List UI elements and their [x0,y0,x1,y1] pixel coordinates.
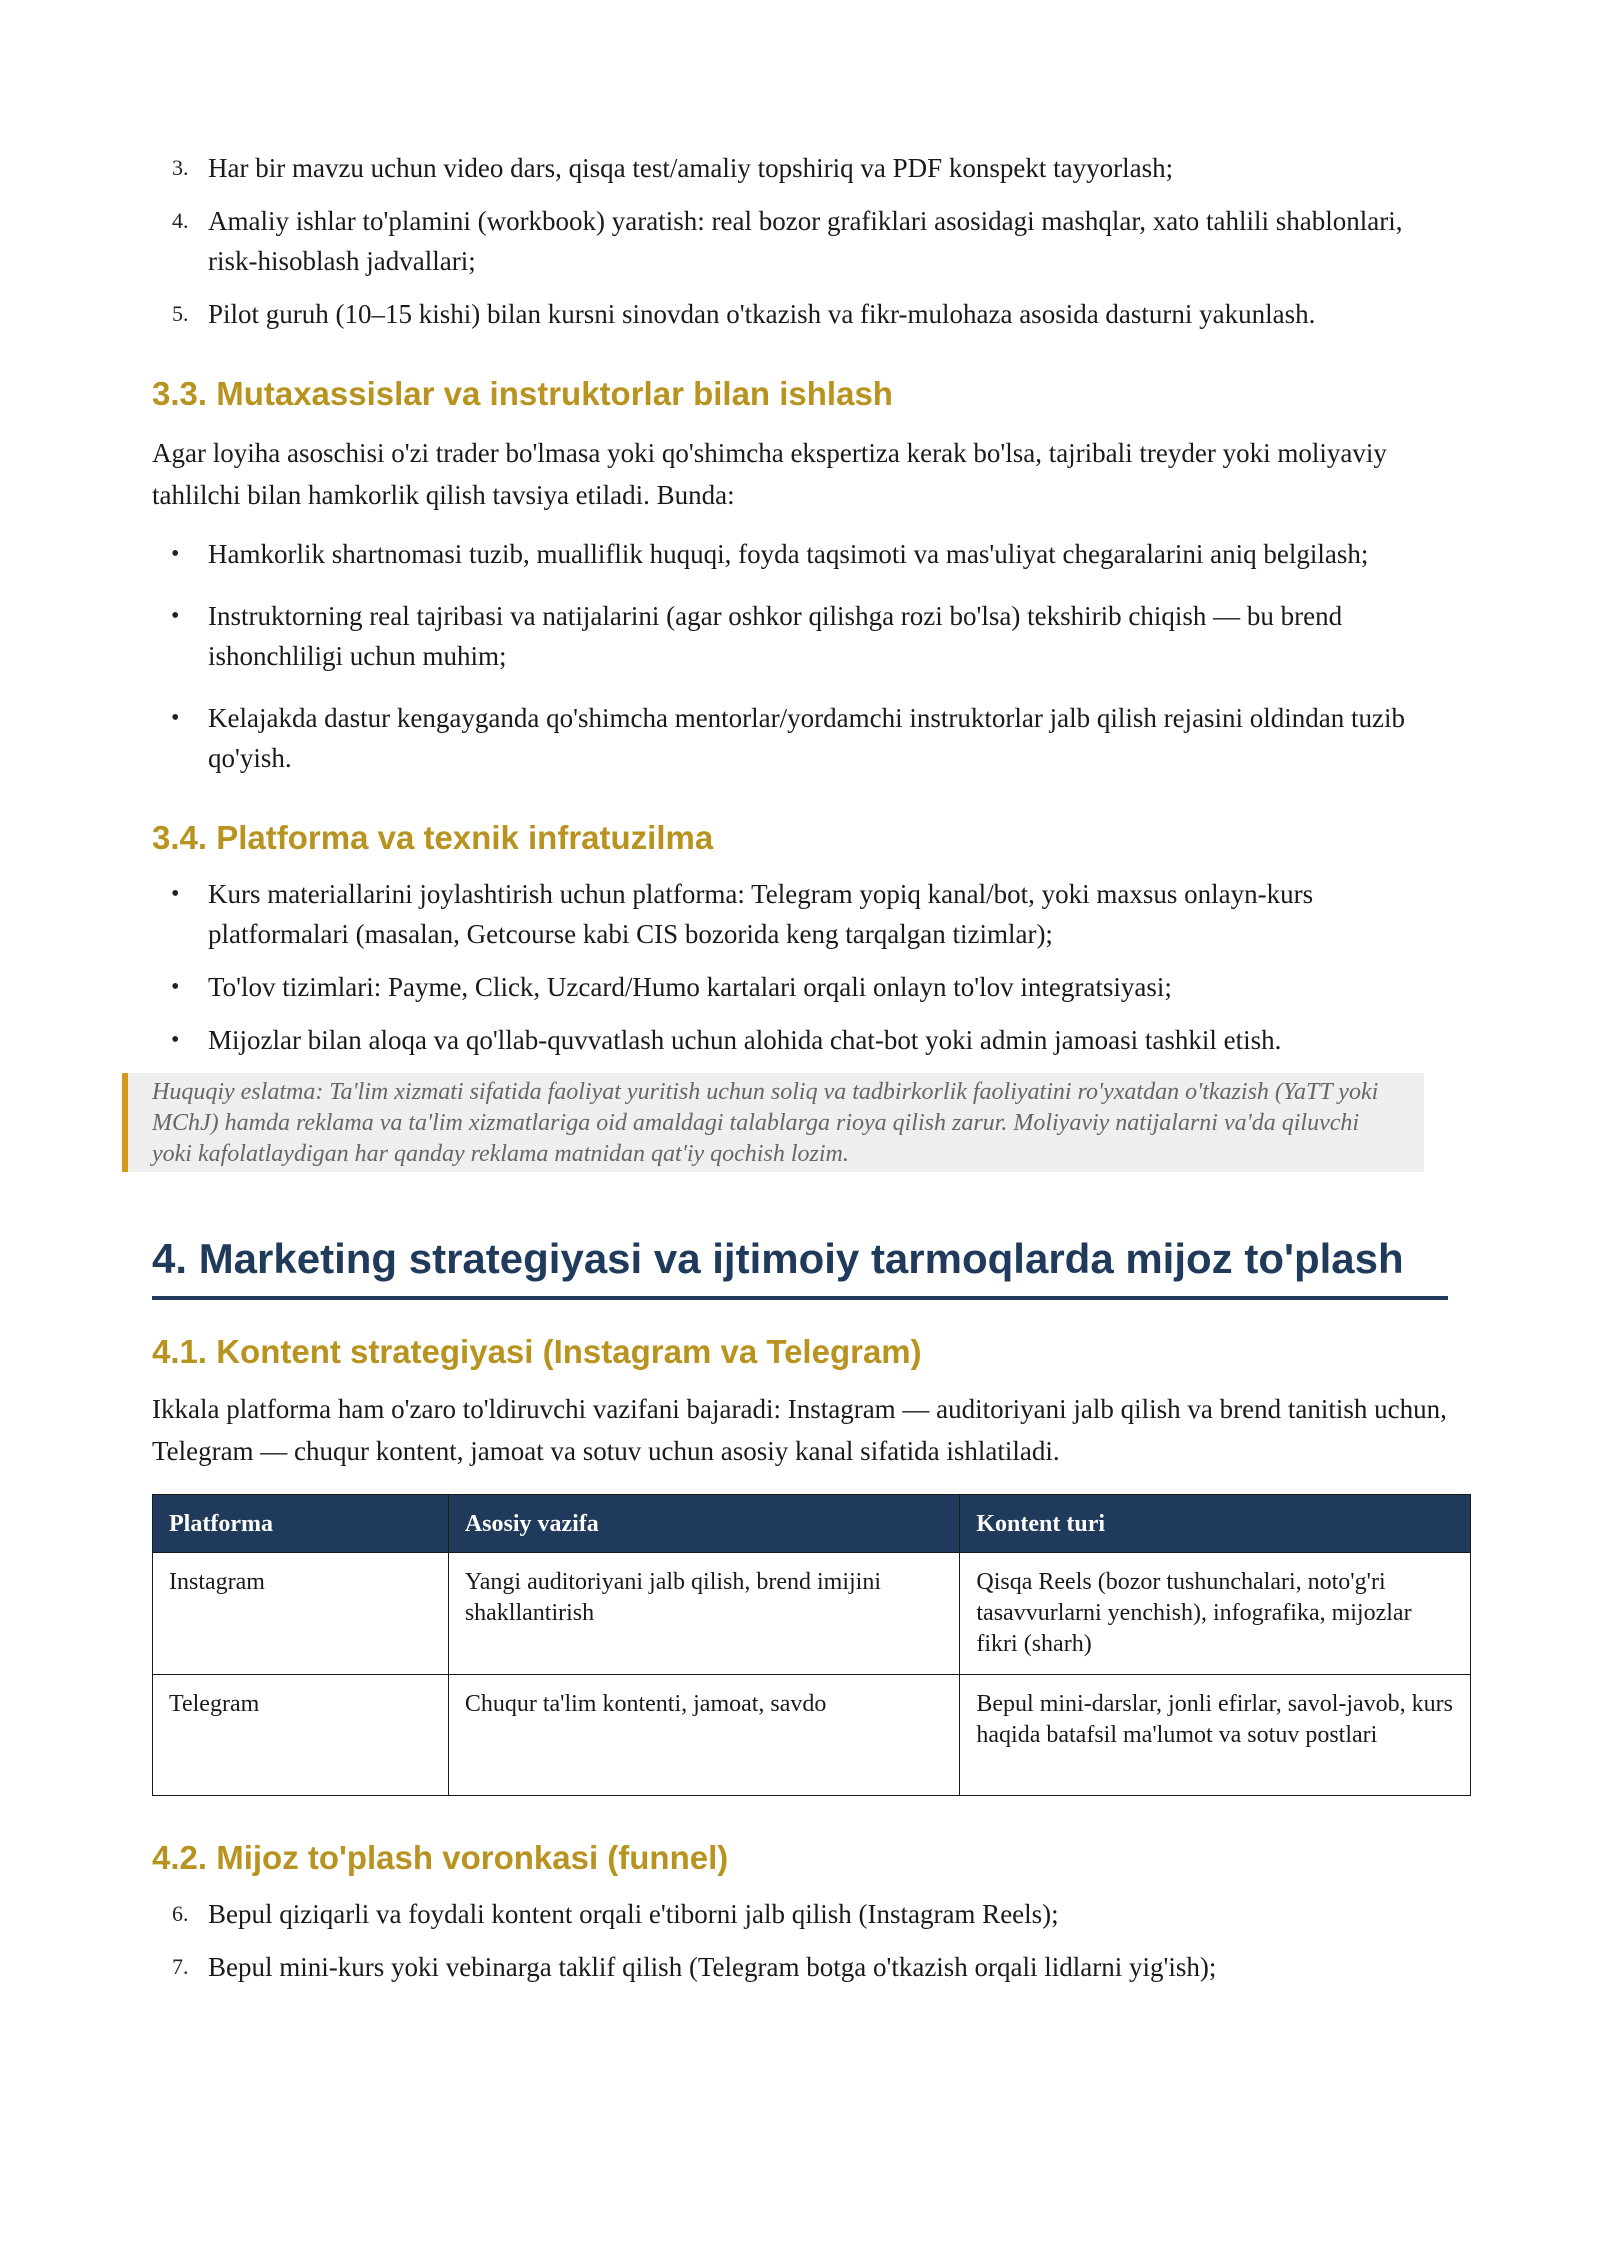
section-heading-3-4: 3.4. Platforma va texnik infratuzilma [152,819,714,856]
list-number: 4. [172,208,189,233]
table-cell: Yangi auditoriyani jalb qilish, brend imijini shakllantirish [448,1553,960,1675]
numbered-list-funnel [152,1894,1448,1987]
list-item-text: Bepul mini-kurs yoki vebinarga taklif qilish (Telegram botga o'tkazish orqali lidlarni yig'ish); [208,1952,1217,1982]
list-item [152,534,1448,574]
bullet-marker: • [171,705,180,731]
list-item [152,874,1448,954]
numbered-list-top [152,148,1448,334]
list-item-text: Amaliy ishlar to'plamini (workbook) yaratish: real bozor grafiklari asosidagi mashqlar, xato tahlili shablonlari, risk-hisoblash jadvallari; [208,206,1403,276]
list-item [152,1947,1448,1987]
list-number: 3. [172,155,189,180]
list-item-text: Har bir mavzu uchun video dars, qisqa test/amaliy topshiriq va PDF konspekt tayyorlash; [208,153,1174,183]
list-number: 6. [172,1901,189,1926]
bullet-list-3-3 [152,534,1448,778]
list-item [152,967,1448,1007]
list-number: 7. [172,1954,189,1979]
section-heading-3-3: 3.3. Mutaxassislar va instruktorlar bilan ishlash [152,375,893,412]
bullet-marker: • [171,881,180,907]
list-item-text: Instruktorning real tajribasi va natijalarini (agar oshkor qilishga rozi bo'lsa) tekshirib chiqish — bu brend ishonchliligi uchun muhim; [208,601,1343,671]
bullet-marker: • [171,603,180,629]
legal-note-callout: Huquqiy eslatma: Ta'lim xizmati sifatida faoliyat yuritish uchun soliq va tadbirkorlik faoliyatini ro'yxatdan o'tkazish (YaTT yoki MChJ) hamda reklama va ta'lim xizmatlariga oid amaldagi talablarga rioya qilish zarur. Moliyaviy natijalarni va'da qiluvchi yoki kafolatlaydigan har qanday reklama matnidan qat'iy qochish lozim. [122,1073,1424,1172]
list-item-text: Pilot guruh (10–15 kishi) bilan kursni sinovdan o'tkazish va fikr-mulohaza asosida dasturni yakunlash. [208,299,1316,329]
list-item-text: Mijozlar bilan aloqa va qo'llab-quvvatlash uchun alohida chat-bot yoki admin jamoasi tashkil etish. [208,1025,1282,1055]
section-heading-4-2: 4.2. Mijoz to'plash voronkasi (funnel) [152,1839,729,1876]
list-number: 5. [172,301,189,326]
bullet-marker: • [171,974,180,1000]
list-item-text: Hamkorlik shartnomasi tuzib, mualliflik huquqi, foyda taqsimoti va mas'uliyat chegaralarini aniq belgilash; [208,539,1369,569]
table-cell: Instagram [153,1553,449,1675]
list-item [152,1020,1448,1060]
section-3-3-intro: Agar loyiha asoschisi o'zi trader bo'lmasa yoki qo'shimcha ekspertiza kerak bo'lsa, tajribali treyder yoki moliyaviy tahlilchi bilan hamkorlik qilish tavsiya etiladi. Bunda: [152,438,1387,510]
list-item [152,148,1448,188]
list-item [152,1894,1448,1934]
list-item-text: Bepul qiziqarli va foydali kontent orqali e'tiborni jalb qilish (Instagram Reels); [208,1899,1059,1929]
list-item-text: Kelajakda dastur kengayganda qo'shimcha mentorlar/yordamchi instruktorlar jalb qilish rejasini oldindan tuzib qo'yish. [208,703,1406,773]
list-item [152,201,1448,281]
table-row [153,1675,1471,1796]
table-cell: Chuqur ta'lim kontenti, jamoat, savdo [448,1675,960,1796]
bullet-marker: • [171,1027,180,1053]
table-cell: Qisqa Reels (bozor tushunchalari, noto'g'ri tasavvurlarni yenchish), infografika, mijozlar fikri (sharh) [960,1553,1471,1675]
content-strategy-table [152,1494,1471,1796]
list-item [152,698,1448,778]
table-header-main-task: Asosiy vazifa [448,1495,960,1553]
page-content [152,148,1454,2000]
list-item [152,596,1448,676]
table-row [153,1553,1471,1675]
section-heading-4: 4. Marketing strategiyasi va ijtimoiy tarmoqlarda mijoz to'plash [152,1230,1448,1300]
table-header-content-type: Kontent turi [960,1495,1471,1553]
section-heading-4-1: 4.1. Kontent strategiyasi (Instagram va Telegram) [152,1333,922,1370]
list-item-text: Kurs materiallarini joylashtirish uchun platforma: Telegram yopiq kanal/bot, yoki maxsus onlayn-kurs platformalari (masalan, Getcourse kabi CIS bozorida keng tarqalgan tizimlar); [208,879,1314,949]
table-header-row [153,1495,1471,1553]
table-cell: Bepul mini-darslar, jonli efirlar, savol-javob, kurs haqida batafsil ma'lumot va sotuv postlari [960,1675,1471,1796]
bullet-marker: • [171,541,180,567]
bullet-list-3-4 [152,874,1448,1060]
section-4-1-intro: Ikkala platforma ham o'zaro to'ldiruvchi vazifani bajaradi: Instagram — auditoriyani jalb qilish va brend tanitish uchun, Telegram — chuqur kontent, jamoat va sotuv uchun asosiy kanal sifatida ishlatiladi. [152,1394,1447,1466]
table-cell: Telegram [153,1675,449,1796]
list-item-text: To'lov tizimlari: Payme, Click, Uzcard/Humo kartalari orqali onlayn to'lov integratsiyasi; [208,972,1172,1002]
list-item [152,294,1448,334]
table-header-platform: Platforma [153,1495,449,1553]
